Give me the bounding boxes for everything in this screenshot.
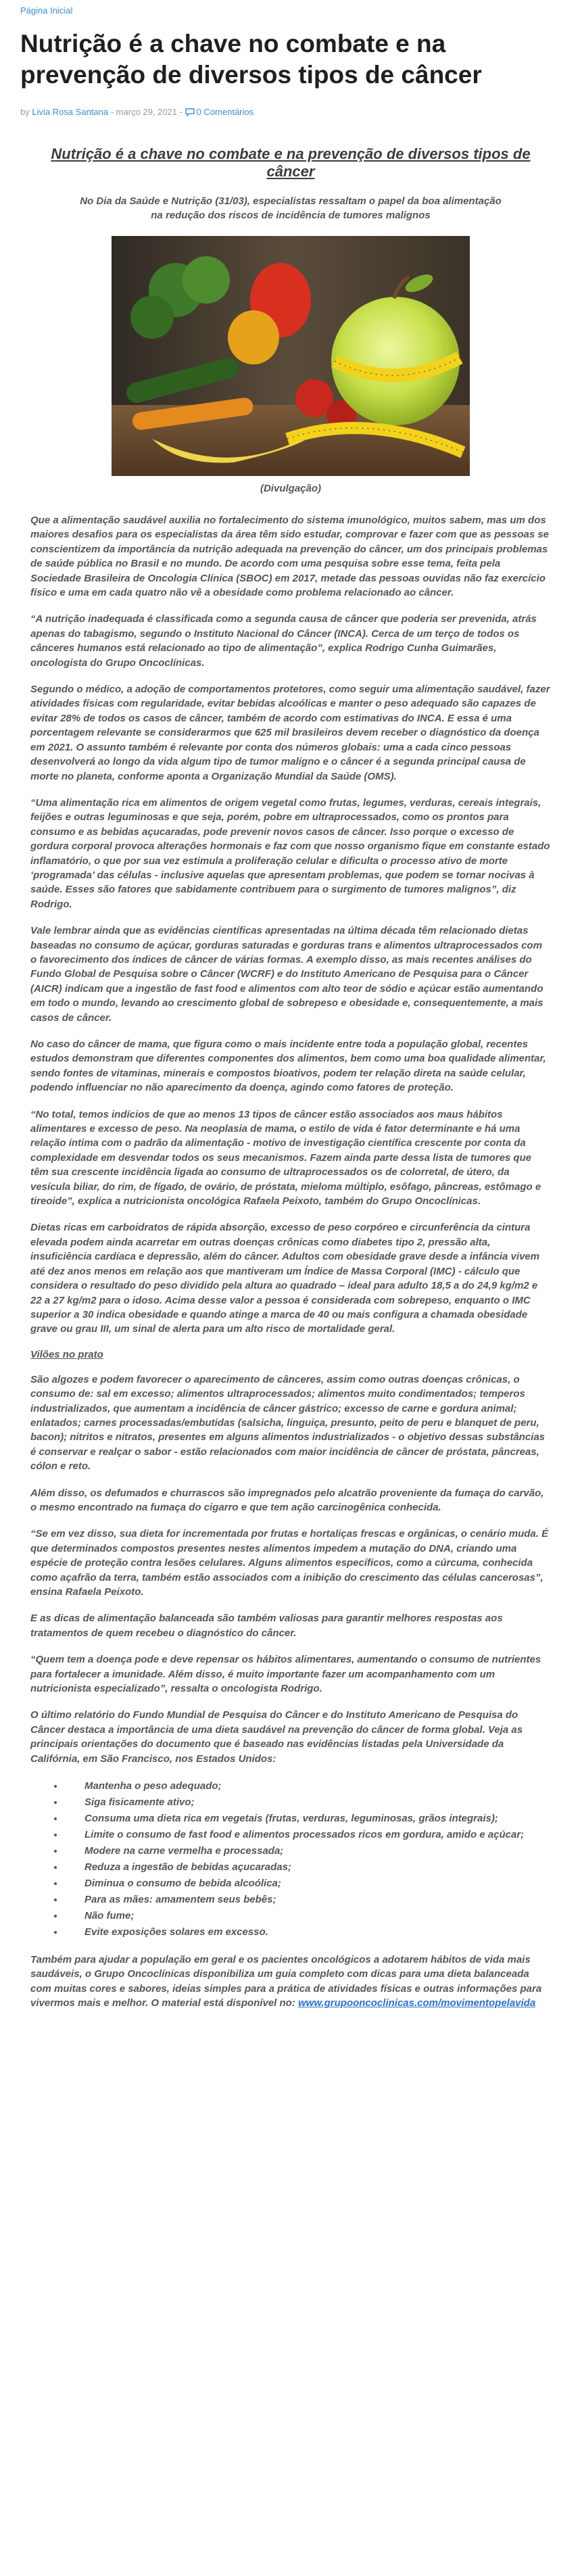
post-date: - março 29, 2021 -: [110, 107, 183, 117]
article-figure: [112, 236, 470, 494]
list-item: • Reduza a ingestão de bebidas açucaradas;: [64, 1859, 551, 1876]
article-lead: No Dia da Saúde e Nutrição (31/03), especialistas ressaltam o papel da boa alimentação na redução dos riscos de incidência de tumores malignos: [80, 195, 502, 221]
paragraph: “Uma alimentação rica em alimentos de origem vegetal como frutas, legumes, verduras, cereais integrais, feijões e outras leguminosas e que seja, porém, pobre em ultraprocessados, como os prontos para consumo e as bebidas açucaradas, pode prevenir novos casos de câncer. Isso porque o excesso de gordura corporal provoca alterações hormonais e faz com que nosso organismo fique em constante estado inflamatório, o que por sua vez estimula a proliferação celular e dificulta o processo ativo de morte ‘programada’ das células - inclusive aquelas que apresentam problemas, que podem se tornar nocivas à saúde. Esses são fatores que sabidamente contribuem para o surgimento de tumores malignos”, diz Rodrigo.: [30, 796, 550, 910]
photo-caption: (Divulgação): [260, 483, 321, 494]
page-title: Nutrição é a chave no combate e na prevenção de diversos tipos de câncer: [20, 30, 482, 89]
list-item: • Siga fisicamente ativo;: [64, 1794, 551, 1811]
paragraph: “Se em vez disso, sua dieta for incrementada por frutas e hortaliças frescas e orgânicas, o cenário muda. É que determinados compostos presentes nestes alimentos impedem a mutação do DNA, criando uma espécie de proteção contra lesões celulares. Alguns alimentos específicos, como a cúrcuma, conhecida como açafrão da terra, também estão associados com a inibição do crescimento das células cancerosas”, ensina Rafaela Peixoto.: [30, 1528, 549, 1598]
paragraph: E as dicas de alimentação balanceada são também valiosas para garantir melhores respostas aos tratamentos de quem recebeu o diagnóstico do câncer.: [30, 1613, 503, 1639]
paragraph: “No total, temos indícios de que ao menos 13 tipos de câncer estão associados aos maus hábitos alimentares e excesso de peso. Na neoplasia de mama, o estilo de vida é fator determinante e há uma relação íntima com o padrão da alimentação - motivo de investigação científica crescente por conta da complexidade em desvendar todos os seus mecanismos. Fazem ainda parte dessa lista de tumores que têm sua crescente incidência ligada ao consumo de ultraprocessados os de colorretal, de útero, da vesícula biliar, do rim, de fígado, de ovário, de próstata, mieloma múltiplo, esôfago, pâncreas, estômago e tireoide”, explica a nutricionista oncológica Rafaela Peixoto, também do Grupo Oncoclínicas.: [30, 1108, 541, 1208]
list-item: • Modere na carne vermelha e processada;: [64, 1843, 551, 1859]
breadcrumb-home-link[interactable]: Página Inicial: [20, 5, 73, 16]
paragraph: No caso do câncer de mama, que figura como o mais incidente entre toda a população global, recentes estudos demonstram que diferentes componentes dos alimentos, bem como uma boa qualidade alimentar, sendo fontes de vitaminas, minerais e compostos bioativos, podem ter relação direta na saúde celular, podendo influenciar no não aparecimento da doença, agindo como fatores de proteção.: [30, 1039, 546, 1094]
healthy-food-photo: [112, 236, 470, 476]
closing-text: Também para ajudar a população em geral e os pacientes oncológicos a adotarem hábitos de vida mais saudáveis, o Grupo Oncoclínicas disponibiliza um guia completo com dicas para uma dieta balanceada com muitas cores e sabores, ideias simples para a prática de atividades físicas e outras informações para vivermos mais e melhor. O material está disponível no:: [30, 1954, 542, 2009]
movimento-pela-vida-link[interactable]: www.grupooncoclinicas.com/movimentopelavida: [298, 1997, 536, 2009]
paragraph: “A nutrição inadequada é classificada como a segunda causa de câncer que poderia ser prevenida, atrás apenas do tabagismo, segundo o Instituto Nacional do Câncer (INCA). Cerca de um terço de todos os cânceres humanos está relacionado ao tipo de alimentação”, explica Rodrigo Cunha Guimarães, oncologista do Grupo Oncoclínicas.: [30, 613, 537, 669]
paragraph: Vale lembrar ainda que as evidências científicas apresentadas na última década têm relacionado dietas baseadas no consumo de açúcar, gorduras saturadas e gorduras trans e alimentos ultraprocessados com o favorecimento dos índices de câncer de várias formas. A exemplo disso, as mais recentes análises do Fundo Global de Pesquisa sobre o Câncer (WCRF) e do Instituto Americano de Pesquisa para o Câncer (AICR) indicam que a ingestão de fast food e alimentos com alto teor de sódio e açúcar estão aumentando em todo o mundo, levando ao crescimento global de sobrepeso e obesidade e, consequentemente, a mais casos de câncer.: [30, 925, 543, 1024]
list-item: • Não fume;: [64, 1908, 551, 1924]
list-item: • Mantenha o peso adequado;: [64, 1778, 551, 1794]
paragraph: Dietas ricas em carboidratos de rápida absorção, excesso de peso corpóreo e circunferência da cintura elevada podem ainda acarretar em outras doenças crônicas como diabetes tipo 2, pressão alta, insuficiência cardíaca e depressão, além do câncer. Adultos com obesidade grave desde a infância vivem até dez anos menos em relação aos que mantiveram um Índice de Massa Corporal (IMC) - cálculo que considera o resultado do peso dividido pela altura ao quadrado – ideal para adulto 18,5 a do 24,9 kg/m2 e 22 a 27 kg/m2 para o idoso. Acima desse valor a pessoa é considerada com sobrepeso, enquanto o IMC superior a 30 indica obesidade e quando atinge a marca de 40 ou mais configura a chamada obesidade grave ou grau III, um sinal de alerta para um alto risco de mortalidade geral.: [30, 1222, 540, 1335]
section-subhead: Vilões no prato: [30, 1348, 103, 1360]
paragraph: O último relatório do Fundo Mundial de Pesquisa do Câncer e do Instituto Americano de Pesquisa do Câncer destaca a importância de uma dieta saudável na prevenção do câncer de forma global. Veja as principais orientações do documento que é baseado nas evidências listadas pela Universidade da Califórnia, em São Francisco, nos Estados Unidos:: [30, 1709, 523, 1765]
article-content: [30, 145, 551, 2023]
comments-link[interactable]: [185, 107, 254, 117]
article-body: [30, 513, 551, 2011]
meta-by: by: [20, 107, 30, 117]
comment-icon: [185, 108, 195, 116]
list-item: • Limite o consumo de fast food e alimentos processados ricos em gordura, amido e açúcar;: [64, 1827, 551, 1843]
article-headline: Nutrição é a chave no combate e na prevenção de diversos tipos de câncer: [51, 145, 531, 180]
list-item: • Para as mães: amamentem seus bebês;: [64, 1892, 551, 1908]
closing-paragraph: [30, 1953, 551, 2011]
author-link[interactable]: Livia Rosa Santana: [32, 107, 109, 117]
paragraph: “Quem tem a doença pode e deve repensar os hábitos alimentares, aumentando o consumo de nutrientes para fortalecer a imunidade. Além disso, é muito importante fazer um acompanhamento com um nutricionista especializado”, ressalta o oncologista Rodrigo.: [30, 1654, 541, 1695]
paragraph: Que a alimentação saudável auxilia no fortalecimento do sistema imunológico, muitos sabem, mas um dos maiores desafios para os especialistas da área têm sido estudar, comprovar e fazer com que as pessoas se conscientizem da importância da nutrição adequada na prevenção do câncer, um dos principais problemas de saúde pública no Brasil e no mundo. De acordo com uma pesquisa sobre esse tema, feita pela Sociedade Brasileira de Oncologia Clínica (SBOC) em 2017, metade das pessoas ouvidas não faz exercício físico e uma em cada quatro não vê a obesidade como problema relacionado ao câncer.: [30, 515, 550, 599]
list-item: • Diminua o consumo de bebida alcoólica;: [64, 1876, 551, 1892]
tips-list: [30, 1778, 551, 1940]
list-item: • Evite exposições solares em excesso.: [64, 1924, 551, 1940]
paragraph: Segundo o médico, a adoção de comportamentos protetores, como seguir uma alimentação saudável, fazer atividades físicas com regularidade, evitar bebidas alcoólicas e manter o peso adequado são capazes de evitar 28% de todos os casos de câncer, também de acordo com estimativas do INCA. E essa é uma porcentagem relevante se considerarmos que 625 mil brasileiros devem receber o diagnóstico da doença em 2021. O assunto também é relevante por conta dos números globais: uma a cada cinco pessoas desenvolverá ao longo da vida algum tipo de tumor maligno e o câncer é a segunda principal causa de morte no planeta, conforme aponta a Organização Mundial da Saúde (OMS).: [30, 684, 550, 782]
list-item: • Consuma uma dieta rica em vegetais (frutas, verduras, leguminosas, grãos integrais);: [64, 1811, 551, 1827]
paragraph: São algozes e podem favorecer o aparecimento de cânceres, assim como outras doenças crônicas, o consumo de: sal em excesso; alimentos ultraprocessados; alimentos muito condimentados; temperos industrializados, que aumentam a incidência de câncer gástrico; excesso de carne e gordura animal; enlatados; carnes processadas/embutidas (salsicha, linguiça, presunto, peito de peru e blanquet de peru, bacon); nitritos e nitratos, presentes em alguns alimentos industrializados - o objetivo dessas substâncias é conservar e realçar o sabor - estão relacionados com maior incidência de câncer de próstata, pâncreas, cólon e reto.: [30, 1373, 546, 1473]
post-meta: [20, 107, 253, 117]
paragraph: Além disso, os defumados e churrascos são impregnados pelo alcatrão proveniente da fumaça do carvão, o mesmo encontrado na fumaça do cigarro e que tem ação carcinogênica conhecida.: [30, 1487, 544, 1513]
comments-count: 0 Comentários: [196, 107, 254, 117]
